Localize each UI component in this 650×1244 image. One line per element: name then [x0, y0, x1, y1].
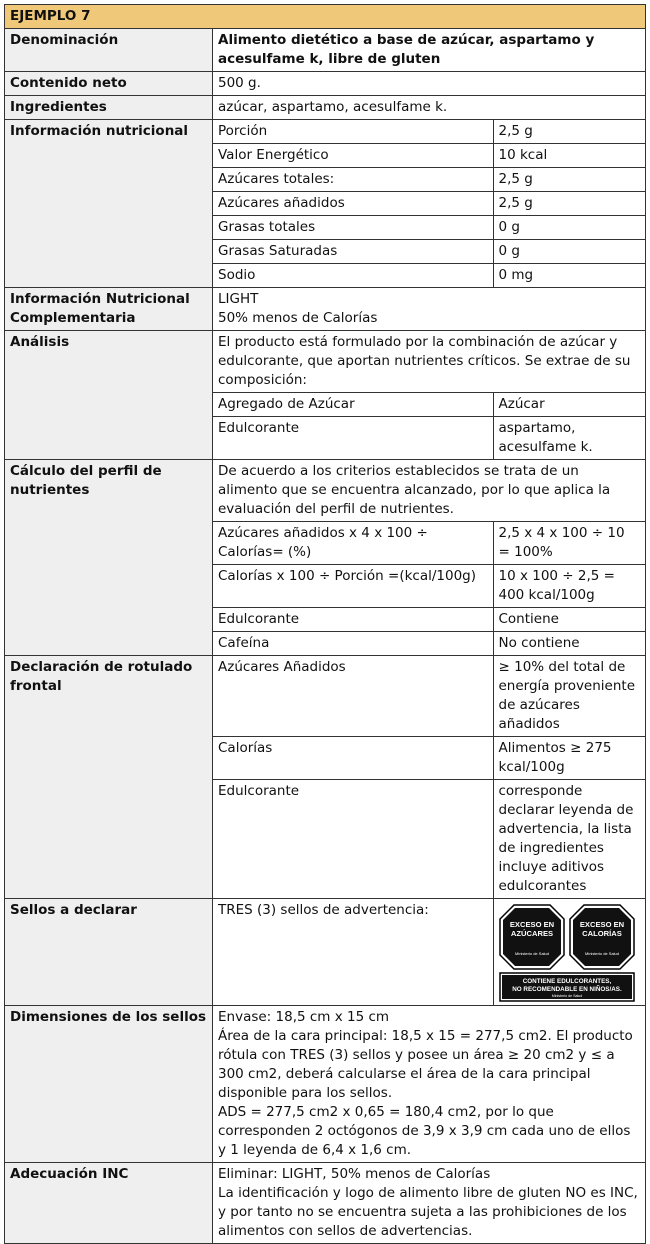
nutrient-value: 2,5 g [493, 120, 645, 144]
table-row [213, 565, 645, 608]
value-denominacion: Alimento dietético a base de azúcar, aspartamo y acesulfame k, libre de gluten [213, 29, 646, 72]
labeling-value: ≥ 10% del total de energía proveniente de azúcares añadidos [493, 656, 645, 737]
label-complementaria: Información Nutricional Complementaria [5, 288, 213, 331]
row-denominacion [5, 29, 646, 72]
nutrient-name: Grasas Saturadas [213, 240, 493, 264]
row-dimensiones [5, 1006, 646, 1163]
sweetener-legend [500, 973, 634, 1001]
row-ingredientes [5, 96, 646, 120]
table-row [213, 737, 645, 780]
seals-text: TRES (3) sellos de advertencia: [213, 899, 493, 1005]
legend-ministry: Ministerio de Salud [551, 994, 582, 998]
profile-table [213, 460, 645, 655]
row-perfil [5, 460, 646, 656]
label-perfil: Cálculo del perfil de nutrientes [5, 460, 213, 656]
legend-line1: CONTIENE EDULCORANTES, [522, 978, 611, 985]
table-row [213, 393, 645, 417]
row-contenido [5, 72, 646, 96]
analysis-table [213, 331, 645, 459]
legend-line2: NO RECOMENDABLE EN NIÑOS/AS. [511, 986, 622, 993]
value-complementaria [213, 288, 646, 331]
row-rotulado [5, 656, 646, 899]
row-analisis [5, 331, 646, 460]
analysis-name: Agregado de Azúcar [213, 393, 493, 417]
profile-value: No contiene [493, 632, 645, 656]
label-dimensiones: Dimensiones de los sellos [5, 1006, 213, 1163]
labeling-table [213, 656, 645, 898]
label-analisis: Análisis [5, 331, 213, 460]
profile-text: De acuerdo a los criterios establecidos se trata de un alimento que se encuentra alcanzado, por lo que aplica la evaluación del perfil de nutrientes. [213, 460, 645, 522]
table-row [213, 144, 645, 168]
label-ingredientes: Ingredientes [5, 96, 213, 120]
octagon-seal-calorias [570, 905, 634, 969]
profile-value: 10 x 100 ÷ 2,5 = 400 kcal/100g [493, 565, 645, 608]
seal2-ministry: Ministerio de Salud [584, 951, 619, 956]
analysis-value: aspartamo, acesulfame k. [493, 417, 645, 460]
table-row [213, 192, 645, 216]
table-row [213, 417, 645, 460]
nutrient-name: Valor Energético [213, 144, 493, 168]
label-denominacion: Denominación [5, 29, 213, 72]
nutrition-table [213, 120, 645, 287]
profile-value: 2,5 x 4 x 100 ÷ 10 = 100% [493, 522, 645, 565]
profile-value: Contiene [493, 608, 645, 632]
example-table [4, 4, 646, 1244]
complementaria-line2: 50% menos de Calorías [218, 310, 378, 326]
table-row [213, 168, 645, 192]
table-row [213, 264, 645, 288]
seals-cell [493, 899, 645, 1005]
nutrient-value: 0 g [493, 240, 645, 264]
analysis-value: Azúcar [493, 393, 645, 417]
label-sellos: Sellos a declarar [5, 899, 213, 1006]
analysis-name: Edulcorante [213, 417, 493, 460]
label-nutricional: Información nutricional [5, 120, 213, 288]
value-adecuacion: Eliminar: LIGHT, 50% menos de Calorías La identificación y logo de alimento libre de gluten NO es INC, y por tanto no se encuentra sujeta a las prohibiciones de los alimentos con sellos de advertencias. [213, 1163, 646, 1244]
labeling-value: corresponde declarar leyenda de advertencia, la lista de ingredientes incluye aditivos edulcorantes [493, 780, 645, 899]
profile-name: Cafeína [213, 632, 493, 656]
nutrient-value: 10 kcal [493, 144, 645, 168]
nutrient-value: 0 mg [493, 264, 645, 288]
value-dimensiones: Envase: 18,5 cm x 15 cm Área de la cara principal: 18,5 x 15 = 277,5 cm2. El producto rótula con TRES (3) sellos y posee un área ≥ 20 cm2 y ≤ a 300 cm2, deberá calcularse el área de la cara principal disponible para los sellos. ADS = 277,5 cm2 x 0,65 = 180,4 cm2, por lo que corresponden 2 octógonos de 3,9 x 3,9 cm cada uno de ellos y 1 leyenda de 6,4 x 1,6 cm. [213, 1006, 646, 1163]
table-row [213, 120, 645, 144]
table-row [213, 216, 645, 240]
row-sellos [5, 899, 646, 1006]
table-row [213, 632, 645, 656]
table-row [213, 240, 645, 264]
label-rotulado: Declaración de rotulado frontal [5, 656, 213, 899]
row-nutricional [5, 120, 646, 288]
profile-name: Calorías x 100 ÷ Porción =(kcal/100g) [213, 565, 493, 608]
nutrient-value: 0 g [493, 216, 645, 240]
profile-name: Edulcorante [213, 608, 493, 632]
table-title: EJEMPLO 7 [5, 5, 646, 29]
nutrient-name: Azúcares totales: [213, 168, 493, 192]
table-row [213, 656, 645, 737]
octagon-seal-azucares [500, 905, 564, 969]
seal1-ministry: Ministerio de Salud [514, 951, 549, 956]
nutrient-value: 2,5 g [493, 168, 645, 192]
nutrient-name: Azúcares añadidos [213, 192, 493, 216]
nutrient-name: Sodio [213, 264, 493, 288]
table-row [213, 608, 645, 632]
value-contenido: 500 g. [213, 72, 646, 96]
complementaria-line1: LIGHT [218, 291, 259, 307]
seal2-line2: CALORÍAS [581, 929, 622, 938]
nutrient-name: Porción [213, 120, 493, 144]
seal1-line1: EXCESO EN [509, 920, 554, 929]
analysis-text: El producto está formulado por la combinación de azúcar y edulcorante, que aportan nutrientes críticos. Se extrae de su composición: [213, 331, 645, 393]
value-ingredientes: azúcar, aspartamo, acesulfame k. [213, 96, 646, 120]
labeling-name: Azúcares Añadidos [213, 656, 493, 737]
profile-name: Azúcares añadidos x 4 x 100 ÷ Calorías= (%) [213, 522, 493, 565]
row-adecuacion [5, 1163, 646, 1244]
label-contenido: Contenido neto [5, 72, 213, 96]
nutrient-value: 2,5 g [493, 192, 645, 216]
row-complementaria [5, 288, 646, 331]
labeling-value: Alimentos ≥ 275 kcal/100g [493, 737, 645, 780]
seals-table [213, 899, 645, 1005]
nutrient-name: Grasas totales [213, 216, 493, 240]
seal2-line1: EXCESO EN [579, 920, 624, 929]
table-row [213, 522, 645, 565]
seal1-line2: AZÚCARES [510, 929, 553, 938]
labeling-name: Calorías [213, 737, 493, 780]
label-adecuacion: Adecuación INC [5, 1163, 213, 1244]
labeling-name: Edulcorante [213, 780, 493, 899]
table-row [213, 780, 645, 899]
warning-seals-image [498, 903, 636, 1003]
